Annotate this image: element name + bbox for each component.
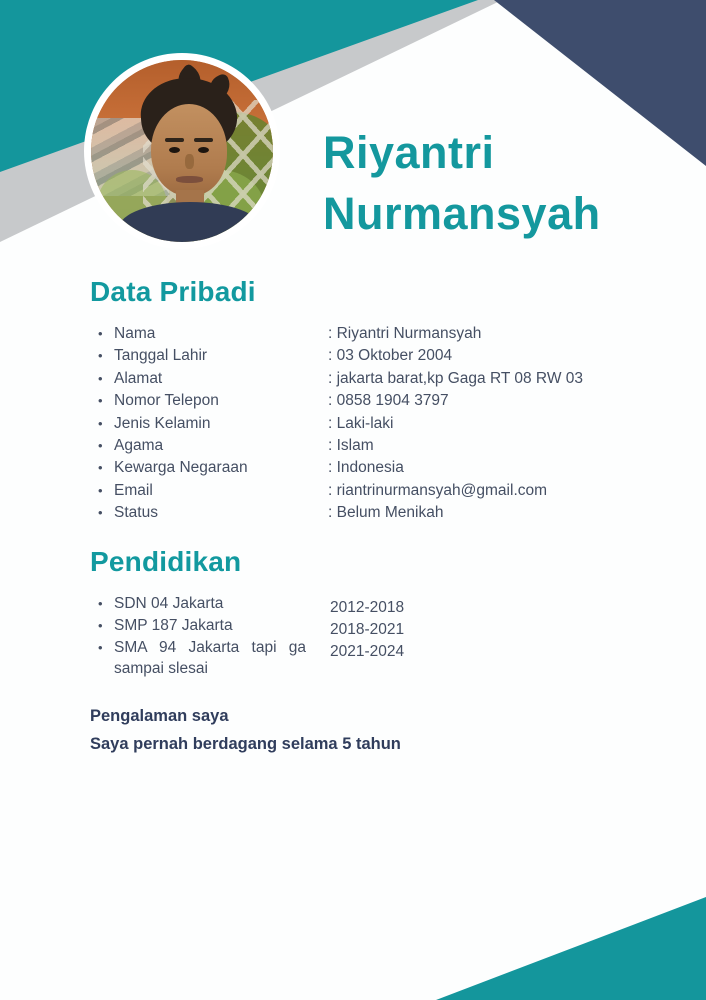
- personal-data-list: [98, 325, 583, 527]
- experience-title: Pengalaman saya: [90, 707, 229, 725]
- education-years-column: [330, 593, 404, 680]
- bullet-icon: •: [98, 437, 103, 453]
- bullet-icon: •: [98, 326, 103, 341]
- personal-row: [98, 415, 583, 437]
- bullet-icon: •: [98, 370, 103, 386]
- personal-row: [98, 482, 583, 504]
- personal-value: : Islam: [328, 436, 374, 454]
- experience-text: Saya pernah berdagang selama 5 tahun: [90, 734, 401, 753]
- bullet-icon: •: [98, 596, 103, 611]
- personal-value: : 0858 1904 3797: [328, 392, 449, 410]
- personal-row: [98, 370, 583, 392]
- personal-label: Nomor Telepon: [114, 392, 219, 410]
- personal-row: [98, 459, 583, 481]
- personal-label: Status: [114, 504, 158, 522]
- section-title-personal: Data Pribadi: [90, 276, 256, 307]
- school-name: SDN 04 Jakarta: [114, 595, 224, 612]
- bullet-icon: •: [98, 639, 103, 655]
- personal-label: Nama: [114, 325, 156, 342]
- person-name: [323, 122, 601, 244]
- education-year-range: 2012-2018: [330, 599, 405, 616]
- personal-label: Email: [114, 481, 153, 499]
- personal-label: Agama: [114, 436, 164, 454]
- school-name: SMP 187 Jakarta: [114, 616, 233, 634]
- person-first-name: Riyantri: [323, 127, 495, 178]
- section-title-education: Pendidikan: [90, 546, 242, 577]
- education-school-item: [98, 593, 306, 615]
- bullet-icon: •: [98, 505, 103, 521]
- profile-photo: [91, 60, 273, 242]
- education-list: [98, 593, 404, 680]
- education-school-item: [98, 615, 306, 637]
- bullet-icon: •: [98, 348, 103, 364]
- person-last-name: Nurmansyah: [323, 188, 601, 239]
- education-year-range: 2018-2021: [330, 620, 405, 638]
- personal-label: Kewarga Negaraan: [114, 459, 248, 477]
- bullet-icon: •: [98, 460, 103, 476]
- education-school-item: [98, 637, 306, 681]
- personal-row: [98, 437, 583, 459]
- bullet-icon: •: [98, 482, 103, 498]
- personal-label: Jenis Kelamin: [114, 414, 211, 432]
- personal-value: : 03 Oktober 2004: [328, 347, 453, 365]
- experience-section: [90, 703, 401, 758]
- profile-photo-frame: [84, 53, 280, 249]
- personal-label: Tanggal Lahir: [114, 347, 208, 365]
- education-year-range: 2021-2024: [330, 642, 405, 660]
- personal-value: : Indonesia: [328, 459, 404, 477]
- personal-row: [98, 392, 583, 414]
- personal-value: : riantrinurmansyah@gmail.com: [328, 481, 548, 499]
- bullet-icon: •: [98, 415, 103, 431]
- personal-value: : Riyantri Nurmansyah: [328, 325, 482, 342]
- personal-row: [98, 325, 583, 347]
- personal-row: [98, 347, 583, 369]
- personal-value: : Belum Menikah: [328, 504, 444, 522]
- personal-label: Alamat: [114, 369, 163, 387]
- personal-value: : jakarta barat,kp Gaga RT 08 RW 03: [328, 369, 584, 387]
- school-name: SMA 94 Jakarta tapi ga sampai slesai: [114, 638, 306, 678]
- bullet-icon: •: [98, 617, 103, 633]
- education-schools-column: [98, 593, 306, 680]
- personal-row: [98, 504, 583, 526]
- bullet-icon: •: [98, 393, 103, 409]
- personal-value: : Laki-laki: [328, 414, 394, 432]
